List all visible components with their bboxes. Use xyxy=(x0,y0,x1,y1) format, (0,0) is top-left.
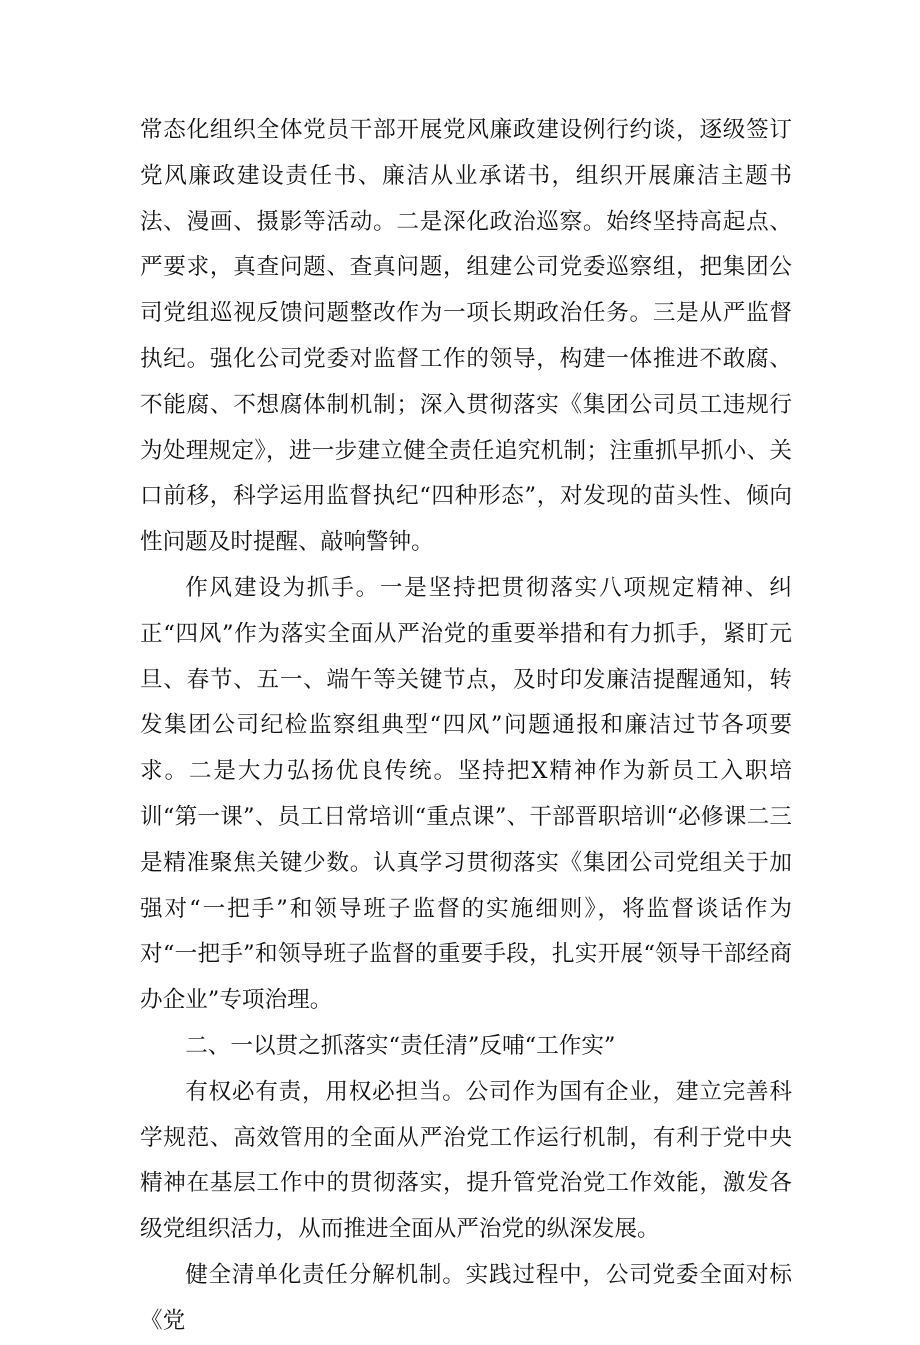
paragraph-responsibility: 有权必有责，用权必担当。公司作为国有企业，建立完善科学规范、高效管用的全面从严治党工作运行机制，有利于党中央精神在基层工作中的贯彻落实，提升管党治党工作效能，激发各级党组织活力，从而推进全面从严治党的纵深发展。 xyxy=(140,1078,792,1243)
document-body xyxy=(140,108,792,1345)
paragraph-mechanism: 健全清单化责任分解机制。实践过程中，公司党委全面对标《党 xyxy=(140,1261,792,1334)
section-heading: 二、一以贯之抓落实“责任清”反哺“工作实” xyxy=(185,1032,616,1059)
paragraph-supervision: 常态化组织全体党员干部开展党风廉政建设例行约谈，逐级签订党风廉政建设责任书、廉洁从业承诺书，组织开展廉洁主题书法、漫画、摄影等活动。二是深化政治巡察。始终坚持高起点、严要求，真查问题、查真问题，组建公司党委巡察组，把集团公司党组巡视反馈问题整改作为一项长期政治任务。三是从严监督执纪。强化公司党委对监督工作的领导，构建一体推进不敢腐、不能腐、不想腐体制机制；深入贯彻落实《集团公司员工违规行为处理规定》，进一步建立健全责任追究机制；注重抓早抓小、关口前移，科学运用监督执纪“四种形态”，对发现的苗头性、倾向性问题及时提醒、敲响警钟。 xyxy=(140,117,792,556)
paragraph-work-style: 作风建设为抓手。一是坚持把贯彻落实八项规定精神、纠正“四风”作为落实全面从严治党的重要举措和有力抓手，紧盯元旦、春节、五一、端午等关键节点，及时印发廉洁提醒通知，转发集团公司纪检监察组典型“四风”问题通报和廉洁过节各项要求。二是大力弘扬优良传统。坚持把X精神作为新员工入职培训“第一课”、员工日常培训“重点课”、干部晋职培训“必修课二三是精准聚焦关键少数。认真学习贯彻落实《集团公司党组关于加强对“一把手”和领导班子监督的实施细则》，将监督谈话作为对“一把手”和领导班子监督的重要手段，扎实开展“领导干部经商办企业”专项治理。 xyxy=(140,574,792,1014)
